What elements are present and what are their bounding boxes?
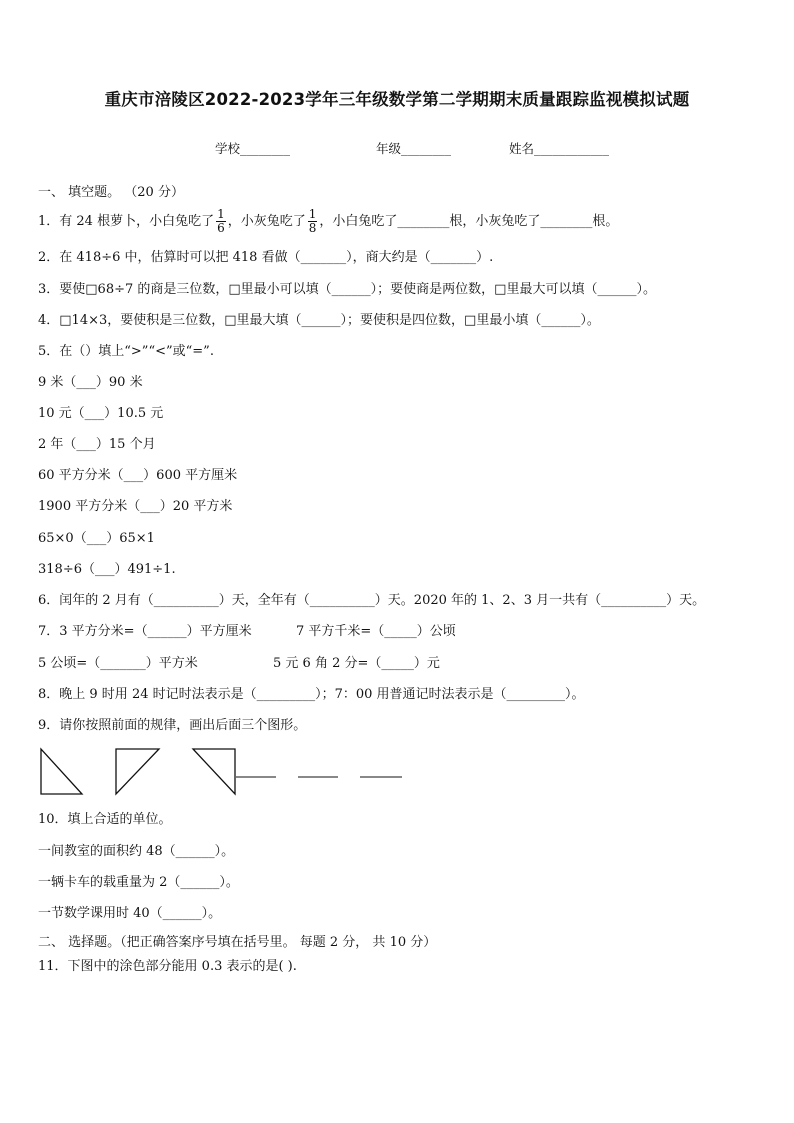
- question-7-part-d: 5 元 6 角 2 分=（_____）元: [273, 656, 440, 671]
- question-10-intro: 10．填上合适的单位。: [38, 812, 172, 827]
- question-4: 4．□14×3，要使积是三位数，□里最大填（______）；要使积是四位数，□里最小填（______）。: [38, 313, 600, 328]
- question-1-text-b: ，小灰兔吃了: [227, 214, 306, 229]
- question-9: 9．请你按照前面的规律，画出后面三个图形。: [38, 718, 307, 733]
- question-5-item: 60 平方分米（___）600 平方厘米: [38, 468, 238, 483]
- question-7-part-a: 7．3 平方分米=（______）平方厘米: [38, 624, 252, 639]
- question-1-text-a: 1．有 24 根萝卜，小白兔吃了: [38, 214, 215, 229]
- question-7-part-c: 5 公顷=（_______）平方米: [38, 656, 198, 671]
- fraction-one-sixth: $\frac{1}{6}$: [217, 207, 225, 235]
- question-1: [38, 208, 618, 236]
- question-1-text-c: ，小白兔吃了________根，小灰兔吃了________根。: [319, 214, 619, 229]
- school-field: 学校________: [215, 141, 291, 156]
- question-5-intro: 5．在（）填上“>”“<”或“=”.: [38, 344, 214, 359]
- question-5-item: 10 元（___）10.5 元: [38, 406, 164, 421]
- question-10-item: 一辆卡车的载重量为 2（______）。: [38, 875, 239, 890]
- question-5-item: 1900 平方分米（___）20 平方米: [38, 499, 233, 514]
- question-10-item: 一节数学课用时 40（______）。: [38, 906, 222, 921]
- question-8: 8．晚上 9 时用 24 时记时法表示是（_________）；7：00 用普通记时法表示是（_________）。: [38, 687, 585, 702]
- question-2: 2．在 418÷6 中，估算时可以把 418 看做（_______），商大约是（_______）.: [38, 250, 494, 265]
- question-3: 3．要使□68÷7 的商是三位数，□里最小可以填（______）；要使商是两位数，□里最大可以填（______）。: [38, 282, 656, 297]
- question-5-item: 65×0（___）65×1: [38, 531, 155, 546]
- triangle-shape-1: [41, 749, 82, 794]
- page-title: 重庆市涪陵区2022-2023学年三年级数学第二学期期末质量跟踪监视模拟试题: [104, 90, 690, 109]
- name-field: 姓名____________: [509, 141, 610, 156]
- question-5-item: 318÷6（___）491÷1.: [38, 562, 176, 577]
- question-5-item: 9 米（___）90 米: [38, 375, 143, 390]
- section-heading-choice: 二、 选择题。（把正确答案序号填在括号里。 每题 2 分， 共 10 分）: [38, 935, 437, 950]
- triangle-pattern-figure: [38, 746, 458, 798]
- section-heading-fill-blank: 一、 填空题。 （20 分）: [38, 185, 184, 200]
- fraction-one-eighth: $\frac{1}{8}$: [308, 207, 317, 235]
- question-5-item: 2 年（___）15 个月: [38, 437, 156, 452]
- triangle-shape-2: [116, 749, 159, 794]
- question-6: 6．闰年的 2 月有（__________）天，全年有（__________）天。2020 年的 1、2、3 月一共有（__________）天。: [38, 593, 706, 608]
- question-7-part-b: 7 平方千米=（_____）公顷: [296, 624, 456, 639]
- grade-field: 年级________: [376, 141, 452, 156]
- question-11: 11．下图中的涂色部分能用 0.3 表示的是( ).: [38, 959, 297, 974]
- triangle-shape-3: [193, 749, 235, 794]
- question-10-item: 一间教室的面积约 48（______）。: [38, 844, 235, 859]
